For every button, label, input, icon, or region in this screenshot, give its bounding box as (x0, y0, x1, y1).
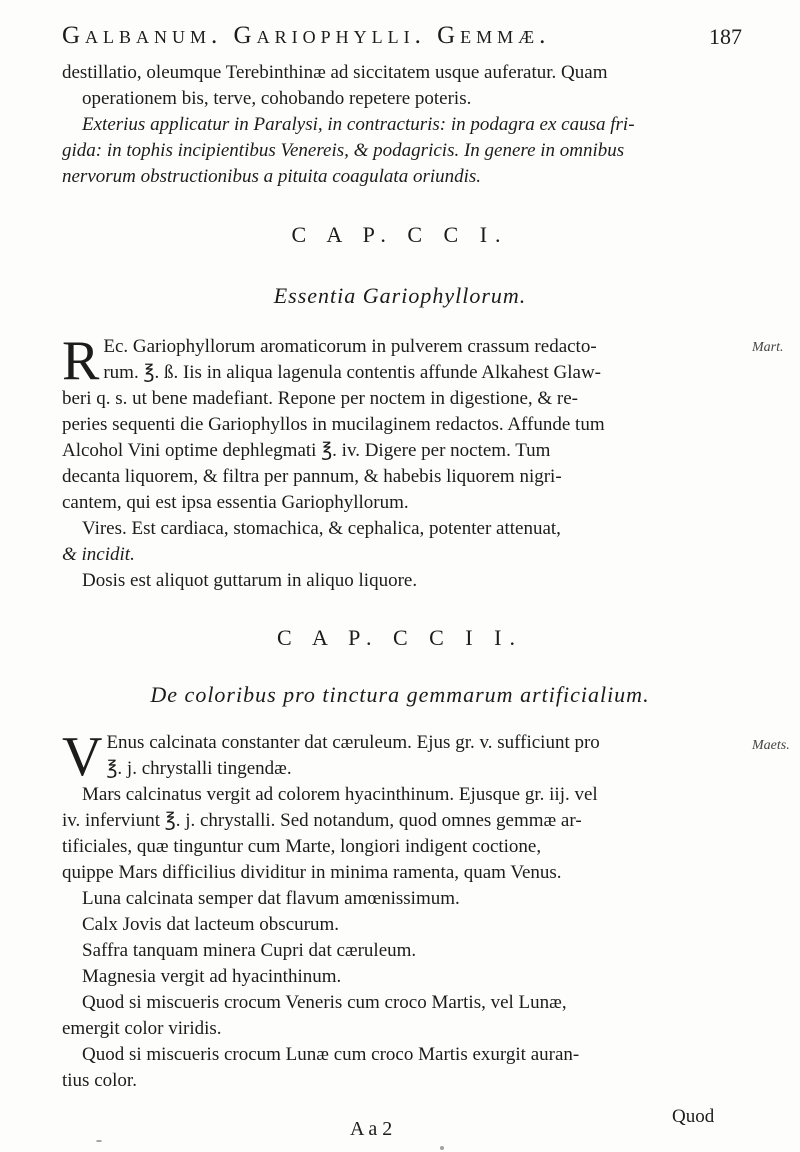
text-line: cantem, qui est ipsa essentia Gariophyllorum. (62, 492, 409, 513)
running-title: Galbanum. Gariophylli. Gemmæ. (62, 22, 551, 49)
margin-note: Maets. (752, 738, 790, 753)
drop-cap: R (62, 334, 100, 392)
page-number: 187 (709, 24, 742, 49)
text-line: Saffra tanquam minera Cupri dat cæruleum. (82, 940, 417, 961)
running-head (62, 22, 742, 58)
text-line: gida: in tophis incipientibus Venereis, & podagricis. In genere in omnibus (62, 140, 625, 161)
text-line: quippe Mars difficilius dividitur in minima ramenta, quam Venus. (62, 862, 562, 883)
catchword: Quod (672, 1106, 715, 1127)
text-line: Alcohol Vini optime dephlegmati ℥. iv. Digere per noctem. Tum (62, 440, 551, 461)
text-line: Ec. Gariophyllorum aromaticorum in pulverem crassum redacto- (103, 336, 597, 357)
text-line: ℥. j. chrystalli tingendæ. (106, 758, 292, 779)
intro-paragraph (62, 60, 742, 190)
chapter-title-202: De coloribus pro tinctura gemmarum artificialium. (150, 682, 650, 707)
text-line: destillatio, oleumque Terebinthinæ ad siccitatem usque auferatur. Quam (62, 62, 608, 83)
ink-spot (440, 1146, 444, 1150)
chapter-heading-201: C A P. C C I. (291, 222, 509, 247)
text-line: Quod si miscueris crocum Lunæ cum croco Martis exurgit auran- (82, 1044, 580, 1065)
text-line: Luna calcinata semper dat flavum amœnissimum. (82, 888, 460, 909)
margin-note: Mart. (752, 340, 784, 355)
chapter-heading-202: C A P. C C I I. (277, 625, 523, 650)
drop-cap: V (62, 730, 103, 788)
text-line: Enus calcinata constanter dat cæruleum. Ejus gr. v. sufficiunt pro (106, 732, 600, 753)
text-line: Calx Jovis dat lacteum obscurum. (82, 914, 339, 935)
text-line: iv. inferviunt ℥. j. chrystalli. Sed notandum, quod omnes gemmæ ar- (62, 810, 582, 831)
text-line: rum. ℥. ß. Iis in aliqua lagenula contentis affunde Alkahest Glaw- (103, 362, 601, 383)
text-line: decanta liquorem, & filtra per pannum, & habebis liquorem nigri- (62, 466, 562, 487)
text-line: Quod si miscueris crocum Veneris cum croco Martis, vel Lunæ, (82, 992, 567, 1013)
text-line: Mars calcinatus vergit ad colorem hyacinthinum. Ejusque gr. iij. vel (82, 784, 598, 805)
text-line: emergit color viridis. (62, 1018, 222, 1039)
signature-mark: A a 2 (350, 1118, 393, 1140)
text-line: beri q. s. ut bene madefiant. Repone per noctem in digestione, & re- (62, 388, 579, 409)
text-line: & incidit. (62, 544, 135, 565)
text-line: Vires. Est cardiaca, stomachica, & cephalica, potenter attenuat, (82, 518, 561, 539)
text-line: Magnesia vergit ad hyacinthinum. (82, 966, 342, 987)
chapter-201-body (62, 334, 742, 594)
chapter-title-201: Essentia Gariophyllorum. (273, 283, 527, 308)
text-line: tius color. (62, 1070, 137, 1091)
text-line: Exterius applicatur in Paralysi, in contracturis: in podagra ex causa fri- (82, 114, 635, 135)
text-line: peries sequenti die Gariophyllos in mucilaginem redactos. Affunde tum (62, 414, 605, 435)
text-line: Dosis est aliquot guttarum in aliquo liquore. (82, 570, 418, 591)
chapter-202-body (62, 730, 742, 1094)
ink-spot (96, 1140, 102, 1142)
text-line: nervorum obstructionibus a pituita coagulata oriundis. (62, 166, 482, 187)
text-line: tificiales, quæ tinguntur cum Marte, longiori indigent coctione, (62, 836, 542, 857)
text-line: operationem bis, terve, cohobando repetere poteris. (82, 88, 472, 109)
